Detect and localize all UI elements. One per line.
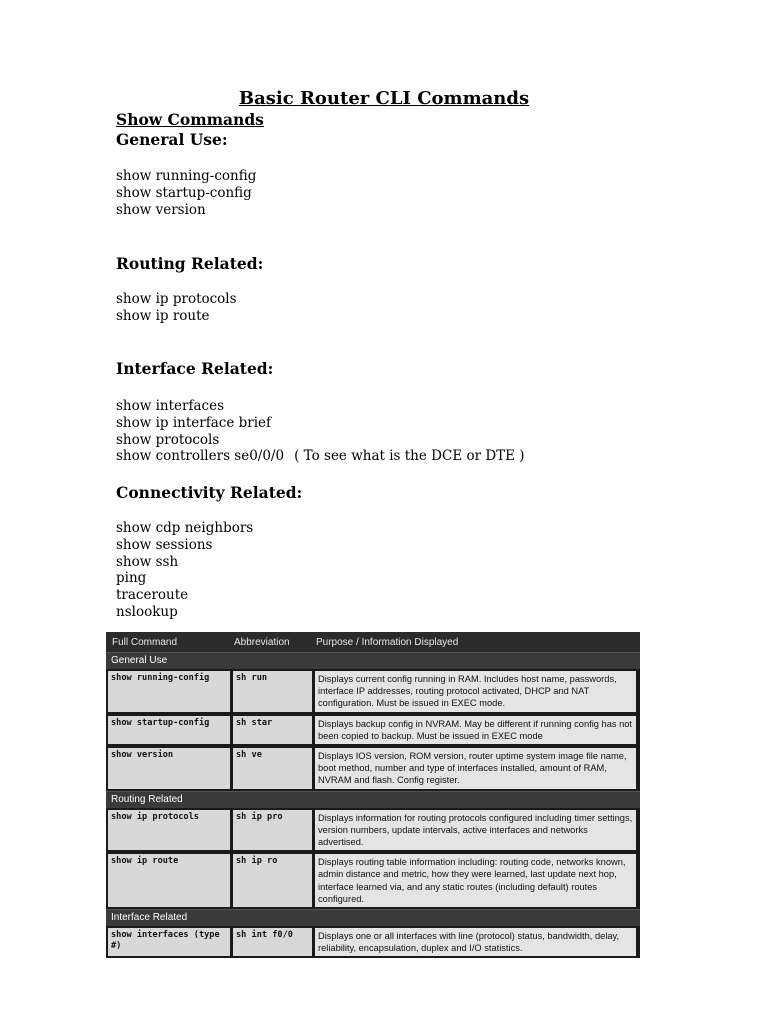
table-header-full-command: Full Command	[112, 637, 178, 648]
command-item: nslookup	[116, 603, 178, 620]
command-list-interface	[116, 398, 525, 465]
table-cell-abbreviation: sh ve	[233, 748, 312, 789]
table-cell-abbreviation: sh ip ro	[233, 854, 312, 907]
table-cell-command: show ip protocols	[108, 810, 230, 851]
command-item: show cdp neighbors	[116, 520, 254, 536]
table-cell-description: Displays current config running in RAM. Includes host name, passwords, interface IP addresses, routing protocol activated, DHCP and NAT configuration. Must be issued in EXEC mode.	[315, 671, 636, 712]
table-cell-command: show interfaces (type #)	[108, 928, 230, 956]
command-item: ping	[116, 570, 147, 587]
table-row	[106, 669, 640, 714]
command-item-with-note	[116, 448, 525, 465]
table-row	[106, 926, 640, 958]
table-row	[106, 808, 640, 853]
table-row	[106, 852, 640, 909]
table-cell-command: show ip route	[108, 854, 230, 907]
table-header-row	[106, 632, 640, 652]
command-item: show ip interface brief	[116, 414, 272, 431]
command-item: show ip protocols	[116, 291, 237, 307]
command-item: traceroute	[116, 587, 189, 604]
group-heading-interface: Interface Related:	[116, 359, 274, 378]
table-cell-abbreviation: sh ip pro	[233, 810, 312, 851]
table-row	[106, 746, 640, 791]
table-cell-abbreviation: sh run	[233, 671, 312, 712]
table-row	[106, 714, 640, 746]
command-note: ( To see what is the DCE or DTE )	[294, 448, 525, 465]
table-cell-description: Displays one or all interfaces with line (protocol) status, bandwidth, delay, reliability, encapsulation, duplex and I/O statistics.	[315, 928, 636, 956]
command-item: show running-config	[116, 168, 257, 184]
command-item: show version	[116, 201, 206, 218]
command-item: show protocols	[116, 431, 220, 448]
table-group-row: Routing Related	[106, 791, 640, 808]
table-cell-command: show version	[108, 748, 230, 789]
command-item: show sessions	[116, 536, 213, 553]
group-heading-general: General Use:	[116, 130, 228, 149]
section-title: Show Commands	[116, 110, 264, 129]
table-cell-command: show startup-config	[108, 716, 230, 744]
table-cell-abbreviation: sh int f0/0	[233, 928, 312, 956]
command-item: show startup-config	[116, 184, 252, 201]
table-group-row: General Use	[106, 652, 640, 669]
group-heading-routing: Routing Related:	[116, 254, 264, 273]
command-item: show interfaces	[116, 398, 224, 414]
table-header-abbreviation: Abbreviation	[234, 637, 290, 648]
document-title: Basic Router CLI Commands	[238, 88, 530, 109]
table-group-row: Interface Related	[106, 909, 640, 926]
table-cell-description: Displays backup config in NVRAM. May be different if running config has not been copied to backup. Must be issued in EXEC mode	[315, 716, 636, 744]
table-cell-abbreviation: sh star	[233, 716, 312, 744]
table-cell-description: Displays IOS version, ROM version, router uptime system image file name, boot method, number and type of interfaces installed, amount of RAM, NVRAM and flash. Config register.	[315, 748, 636, 789]
command-reference-table	[106, 632, 640, 954]
command-text: show controllers se0/0/0	[116, 448, 285, 465]
table-cell-description: Displays routing table information including: routing code, networks known, admin distance and metric, how they were learned, last update next hop, interface learned via, and any static routes (including default) routes configured.	[315, 854, 636, 907]
command-list-general	[116, 168, 256, 218]
table-header-purpose: Purpose / Information Displayed	[316, 637, 459, 648]
command-item: show ssh	[116, 553, 179, 570]
group-heading-connectivity: Connectivity Related:	[116, 483, 303, 502]
command-list-connectivity	[116, 520, 253, 621]
table-cell-description: Displays information for routing protocols configured including timer settings, version numbers, update intervals, active interfaces and networks advertised.	[315, 810, 636, 851]
command-item: show ip route	[116, 307, 210, 324]
command-list-routing	[116, 291, 237, 325]
table-cell-command: show running-config	[108, 671, 230, 712]
